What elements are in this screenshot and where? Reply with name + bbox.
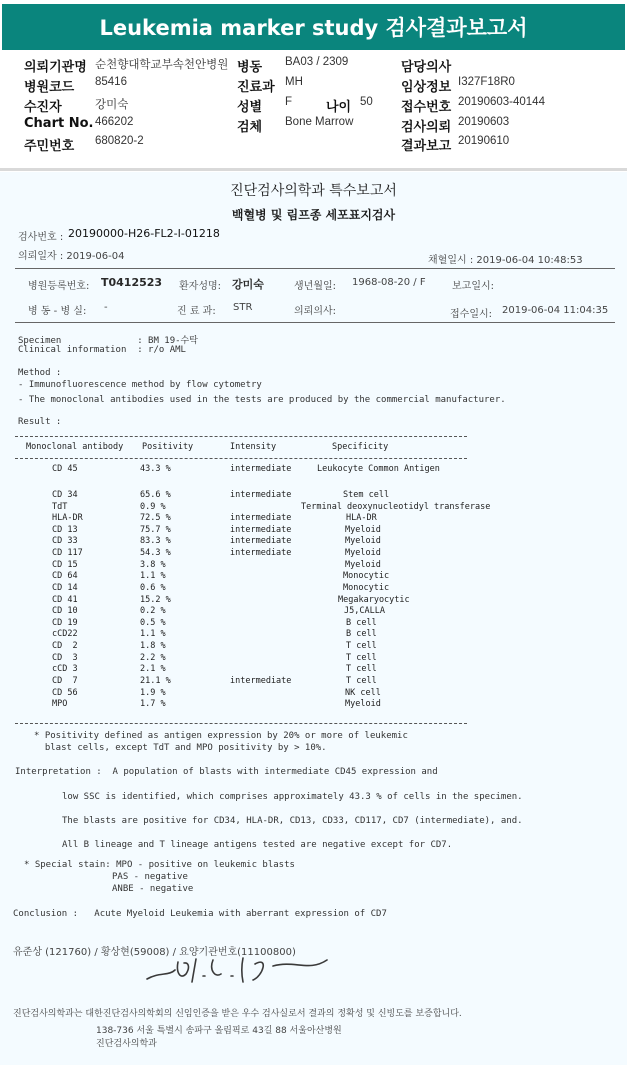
- specificity-cell: B cell: [346, 618, 377, 628]
- positivity-cell: 1.1 %: [140, 629, 166, 639]
- header-row: [0, 116, 627, 134]
- value-sex: F: [285, 96, 293, 108]
- table-row: [0, 606, 627, 618]
- dept-label: 진 료 과:: [177, 306, 216, 317]
- certification: 진단검사의학과는 대한진단검사의학회의 신임인증을 받은 우수 검사실로서 결과의 정확성 및 신빙도를 보증합니다.: [13, 1009, 462, 1019]
- table-row: [0, 676, 627, 688]
- result-title: Result :: [18, 417, 62, 427]
- special-stain-1: * Special stain: MPO - positive on leukemic blasts: [24, 860, 295, 870]
- report-department-title: 진단검사의학과 특수보고서: [230, 183, 397, 199]
- antibody-cell: CD 10: [52, 606, 78, 616]
- received-label: 접수일시:: [450, 309, 493, 320]
- specificity-cell: Leukocyte Common Antigen: [317, 464, 440, 474]
- positivity-cell: 1.8 %: [140, 641, 166, 651]
- interpretation-1: Interpretation : A population of blasts with intermediate CD45 expression and: [15, 767, 438, 777]
- label-requesting-org: 의뢰기관명: [24, 60, 87, 75]
- value-request-date: 20190603: [458, 116, 510, 128]
- antibody-cell: CD 14: [52, 583, 78, 593]
- antibody-cell: CD 41: [52, 595, 78, 605]
- positivity-cell: 54.3 %: [140, 548, 171, 558]
- header-row: [0, 135, 627, 153]
- patient-name: 강미숙: [232, 278, 264, 291]
- column-header: Monoclonal antibody: [26, 442, 124, 452]
- antibody-cell: CD 2: [52, 641, 78, 651]
- antibody-cell: CD 45: [52, 464, 78, 474]
- label-sex: 성별: [237, 100, 263, 115]
- label-department: 진료과: [237, 80, 275, 95]
- divider: [15, 458, 467, 459]
- antibody-cell: CD 13: [52, 525, 78, 535]
- table-row: [0, 464, 627, 476]
- specificity-cell: T cell: [346, 664, 377, 674]
- intensity-cell: intermediate: [230, 490, 292, 500]
- positivity-cell: 1.7 %: [140, 699, 166, 709]
- value-ward: BA03 / 2309: [285, 56, 349, 68]
- specificity-cell: J5,CALLA: [344, 606, 385, 616]
- label-clinical-info: 임상정보: [401, 80, 452, 95]
- header-row: [0, 56, 627, 74]
- positivity-cell: 43.3 %: [140, 464, 171, 474]
- value-hospital-code: 85416: [95, 76, 127, 88]
- antibody-cell: CD 56: [52, 688, 78, 698]
- intensity-cell: intermediate: [230, 548, 292, 558]
- report-subtitle: 백혈병 및 림프종 세포표지검사: [231, 208, 396, 222]
- divider: [15, 723, 467, 724]
- special-stain-3: ANBE - negative: [112, 884, 194, 894]
- positivity-cell: 75.7 %: [140, 525, 171, 535]
- table-row: [0, 490, 627, 502]
- divider: [15, 436, 467, 437]
- specificity-cell: Megakaryocytic: [338, 595, 410, 605]
- label-ward: 병동: [237, 60, 263, 75]
- value-department: MH: [285, 76, 303, 88]
- table-row: [0, 629, 627, 641]
- antibody-cell: TdT: [52, 502, 68, 512]
- divider: [15, 268, 615, 269]
- antibody-cell: CD 3: [52, 653, 78, 663]
- specificity-cell: Monocytic: [343, 583, 390, 593]
- scanned-report: [0, 172, 627, 1065]
- antibody-cell: MPO: [52, 699, 68, 709]
- positivity-cell: 0.5 %: [140, 618, 166, 628]
- method-line-2: - The monoclonal antibodies used in the tests are produced by the commercial manufacturer.: [18, 395, 506, 405]
- label-report-date: 결과보고: [401, 139, 452, 154]
- doctor-label: 의뢰의사:: [294, 306, 337, 317]
- patient-label: 환자성명:: [179, 281, 222, 292]
- received: 2019-06-04 11:04:35: [502, 305, 609, 316]
- address-2: 진단검사의학과: [96, 1039, 157, 1049]
- antibody-cell: cCD22: [52, 629, 78, 639]
- intensity-cell: intermediate: [230, 513, 292, 523]
- table-header: [0, 442, 627, 454]
- exam-no: 20190000-H26-FL2-I-01218: [68, 227, 220, 240]
- specificity-cell: T cell: [346, 676, 377, 686]
- positivity-cell: 2.2 %: [140, 653, 166, 663]
- ward: -: [104, 302, 108, 313]
- special-stain-2: PAS - negative: [112, 872, 188, 882]
- birth-label: 생년월일:: [294, 281, 337, 292]
- antibody-cell: cCD 3: [52, 664, 78, 674]
- footnote-1: * Positivity defined as antigen expression by 20% or more of leukemic: [34, 731, 408, 741]
- value-patient: 강미숙: [95, 99, 129, 111]
- antibody-cell: CD 19: [52, 618, 78, 628]
- table-row: [0, 536, 627, 548]
- intensity-cell: intermediate: [230, 525, 292, 535]
- request-date: 의뢰일자 : 2019-06-04: [18, 251, 125, 262]
- table-row: [0, 641, 627, 653]
- specificity-cell: Myeloid: [345, 525, 381, 535]
- label-patient: 수진자: [24, 100, 62, 115]
- table-row: [0, 571, 627, 583]
- label-resident-no: 주민번호: [24, 139, 75, 154]
- signers: 유준상 (121760) / 황상현(59008) / 요양기관번호(11100800): [13, 947, 296, 958]
- value-clinical-info: I327F18R0: [458, 76, 515, 88]
- label-accession-no: 접수번호: [401, 100, 452, 115]
- value-age: 50: [360, 96, 373, 108]
- antibody-cell: HLA-DR: [52, 513, 83, 523]
- specimen-line: Specimen : BM 19-수탁: [18, 336, 198, 346]
- antibody-cell: CD 64: [52, 571, 78, 581]
- specificity-cell: T cell: [346, 653, 377, 663]
- positivity-cell: 0.6 %: [140, 583, 166, 593]
- intensity-cell: intermediate: [230, 464, 292, 474]
- specificity-cell: Myeloid: [345, 699, 381, 709]
- value-accession-no: 20190603-40144: [458, 96, 545, 108]
- column-header: Intensity: [230, 442, 277, 452]
- value-specimen: Bone Marrow: [285, 116, 354, 128]
- column-header: Positivity: [142, 442, 194, 452]
- specificity-cell: T cell: [346, 641, 377, 651]
- header-row: [0, 96, 627, 114]
- exam-no-label: 검사번호 :: [18, 232, 64, 243]
- interpretation-4: All B lineage and T lineage antigens tested are negative except for CD7.: [62, 840, 453, 850]
- antibody-cell: CD 15: [52, 560, 78, 570]
- positivity-cell: 15.2 %: [140, 595, 171, 605]
- label-specimen: 검체: [237, 120, 263, 135]
- clinical-line: Clinical information : r/o AML: [18, 345, 186, 355]
- patient-header: [0, 52, 627, 167]
- specificity-cell: Myeloid: [345, 548, 381, 558]
- reporter-label: 보고일시:: [452, 281, 495, 292]
- address: 138-736 서울 특별시 송파구 올림픽로 43길 88 서울아산병원: [96, 1026, 342, 1036]
- interpretation-2: low SSC is identified, which comprises approximately 43.3 % of cells in the specimen.: [62, 792, 523, 802]
- specificity-cell: Terminal deoxynucleotidyl transferase: [301, 502, 491, 512]
- specificity-cell: Stem cell: [343, 490, 390, 500]
- table-row: [0, 548, 627, 560]
- positivity-cell: 72.5 %: [140, 513, 171, 523]
- footnote-2: blast cells, except TdT and MPO positivity by > 10%.: [34, 743, 327, 753]
- value-resident-no: 680820-2: [95, 135, 144, 147]
- specificity-cell: B cell: [346, 629, 377, 639]
- label-doctor: 담당의사: [401, 60, 452, 75]
- label-hospital-code: 병원코드: [24, 80, 75, 95]
- positivity-cell: 83.3 %: [140, 536, 171, 546]
- table-row: [0, 664, 627, 676]
- antibody-cell: CD 33: [52, 536, 78, 546]
- intensity-cell: intermediate: [230, 676, 292, 686]
- specificity-cell: HLA-DR: [346, 513, 377, 523]
- antibody-cell: CD 7: [52, 676, 78, 686]
- interpretation-3: The blasts are positive for CD34, HLA-DR, CD13, CD33, CD117, CD7 (intermediate), and.: [62, 816, 523, 826]
- positivity-cell: 0.2 %: [140, 606, 166, 616]
- report-title-bar: [2, 4, 625, 50]
- method-line-1: - Immunofluorescence method by flow cytometry: [18, 380, 262, 390]
- positivity-cell: 1.1 %: [140, 571, 166, 581]
- header-row: [0, 76, 627, 94]
- reg-no: T0412523: [101, 276, 163, 289]
- label-request-date: 검사의뢰: [401, 120, 452, 135]
- divider: [15, 322, 615, 323]
- divider: [0, 168, 627, 171]
- conclusion: Conclusion : Acute Myeloid Leukemia with aberrant expression of CD7: [13, 909, 387, 919]
- label-chart-no: Chart No.: [24, 116, 94, 131]
- dept: STR: [233, 302, 253, 313]
- value-requesting-org: 순천향대학교부속천안병원: [95, 59, 229, 71]
- table-row: [0, 513, 627, 525]
- positivity-cell: 0.9 %: [140, 502, 166, 512]
- birth: 1968-08-20 / F: [352, 277, 426, 288]
- handwritten-signature: [145, 952, 330, 990]
- positivity-cell: 1.9 %: [140, 688, 166, 698]
- positivity-cell: 21.1 %: [140, 676, 171, 686]
- positivity-cell: 65.6 %: [140, 490, 171, 500]
- reg-no-label: 병원등록번호:: [28, 281, 90, 292]
- value-chart-no: 466202: [95, 116, 134, 128]
- method-title: Method :: [18, 368, 62, 378]
- table-row: [0, 583, 627, 595]
- report-title: Leukemia marker study 검사결과보고서: [99, 16, 528, 40]
- intensity-cell: intermediate: [230, 536, 292, 546]
- positivity-cell: 3.8 %: [140, 560, 166, 570]
- value-report-date: 20190610: [458, 135, 510, 147]
- table-row: [0, 699, 627, 711]
- antibody-cell: CD 34: [52, 490, 78, 500]
- ward-label: 병 동 - 병 실:: [28, 306, 87, 317]
- column-header: Specificity: [332, 442, 389, 452]
- specificity-cell: NK cell: [345, 688, 381, 698]
- specificity-cell: Myeloid: [345, 560, 381, 570]
- positivity-cell: 2.1 %: [140, 664, 166, 674]
- label-age: 나이: [326, 100, 352, 115]
- specificity-cell: Monocytic: [343, 571, 390, 581]
- antibody-cell: CD 117: [52, 548, 83, 558]
- specificity-cell: Myeloid: [345, 536, 381, 546]
- collect-date: 채혈일시 : 2019-06-04 10:48:53: [428, 255, 583, 266]
